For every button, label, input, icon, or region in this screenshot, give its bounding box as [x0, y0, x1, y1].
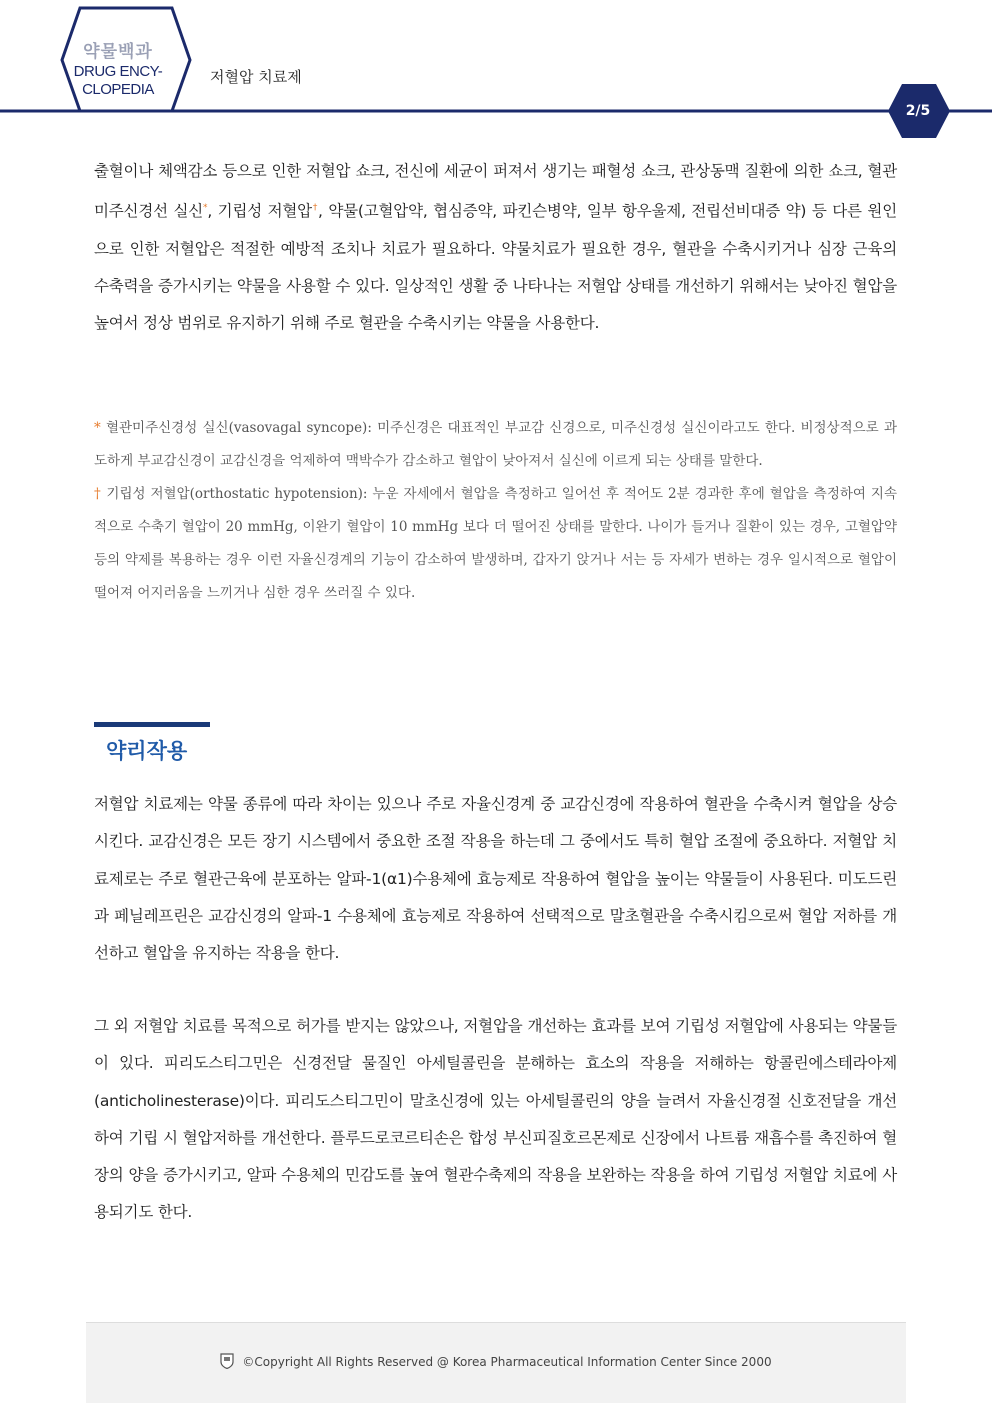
- footnote-orthostatic-text: 기립성 저혈압(orthostatic hypotension): 누운 자세에서 혈압을 측정하고 일어선 후 적어도 2분 경과한 후에 혈압을 측정하여 지속적으로 수축기 혈압이 20 mmHg, 이완기 혈압이 10 mmHg 보다 더 떨어진 상태를 말한다. 나이가 들거나 질환이 있는 경우, 고혈압약 등의 약제를 복용하는 경우 이런 자율신경계의 기능이 감소하여 발생하며, 갑자기 앉거나 서는 등 자세가 변하는 경우 일시적으로 혈압이 떨어져 어지러움을 느끼거나 심한 경우 쓰러질 수 있다.: [94, 486, 898, 601]
- intro-text-a: 출혈이나 체액감소 등으로 인한 저혈압 쇼크, 전신에 세균이 퍼져서 생기는 패혈성 쇼크, 관상동맥 질환에 의한 쇼크, 혈관미주신경선 실신: [94, 162, 897, 221]
- logo-english-line1: DRUG ENCY-: [73, 63, 163, 80]
- pharmacology-section: [94, 786, 897, 972]
- footnote-vasovagal-text: 혈관미주신경성 실신(vasovagal syncope): 미주신경은 대표적인 부교감 신경으로, 미주신경성 실신이라고도 한다. 비정상적으로 과도하게 부교감신경이 교감신경을 억제하여 맥박수가 감소하고 혈압이 낮아져서 실신에 이르게 되는 상태를 말한다.: [94, 420, 897, 469]
- pharmacology-section-2: [94, 1008, 897, 1232]
- footer-content: [86, 1353, 906, 1372]
- intro-section: [94, 153, 897, 343]
- section-title-bar: [94, 722, 210, 727]
- footnote-orthostatic: [94, 478, 897, 610]
- document-title: 저혈압 치료제: [210, 68, 302, 86]
- intro-text-b: , 기립성 저혈압: [207, 202, 312, 221]
- footnote-vasovagal: [94, 412, 897, 478]
- pharmacology-paragraph-2: 그 외 저혈압 치료를 목적으로 허가를 받지는 않았으나, 저혈압을 개선하는 효과를 보여 기립성 저혈압에 사용되는 약물들이 있다. 피리도스티그민은 신경전달 물질인 아세틸콜린을 분해하는 효소의 작용을 저해하는 항콜린에스테라아제(anticholinesterase)이다. 피리도스티그민이 말초신경에 있는 아세틸콜린의 양을 늘려서 자율신경절 신호전달을 개선하여 기립 시 혈압저하를 개선한다. 플루드로코르티손은 합성 부신피질호르몬제로 신장에서 나트륨 재흡수를 촉진하여 혈장의 양을 증가시키고, 알파 수용체의 민감도를 높여 혈관수축제의 작용을 보완하는 작용을 하여 기립성 저혈압 치료에 사용되기도 한다.: [94, 1017, 897, 1222]
- section-title: 약리작용: [106, 739, 188, 763]
- page-header: [0, 0, 992, 140]
- page-footer: [86, 1322, 906, 1403]
- footnote-asterisk-mark: *: [94, 420, 101, 436]
- page-number: 2/5: [905, 103, 931, 119]
- logo-english-line2: CLOPEDIA: [82, 81, 154, 98]
- logo-korean: 약물백과: [83, 42, 153, 62]
- footnote-ref-asterisk[interactable]: *: [203, 203, 208, 214]
- pharmacology-paragraph-1: 저혈압 치료제는 약물 종류에 따라 차이는 있으나 주로 자율신경계 중 교감신경에 작용하여 혈관을 수축시켜 혈압을 상승시킨다. 교감신경은 모든 장기 시스템에서 중요한 조절 작용을 하는데 그 중에서도 특히 혈압 조절에 중요하다. 저혈압 치료제로는 주로 혈관근육에 분포하는 알파-1(α1)수용체에 효능제로 작용하여 혈압을 높이는 약물들이 사용된다. 미도드린과 페닐레프린은 교감신경의 알파-1 수용체에 효능제로 작용하여 선택적으로 말초혈관을 수축시킴으로써 혈압 저하를 개선하고 혈압을 유지하는 작용을 한다.: [94, 795, 897, 963]
- footnote-dagger-mark: †: [94, 486, 102, 502]
- intro-paragraph: [94, 153, 897, 343]
- logo: [64, 44, 172, 97]
- intro-text-c: , 약물(고혈압약, 협심증약, 파킨슨병약, 일부 항우울제, 전립선비대증 약) 등 다른 원인으로 인한 저혈압은 적절한 예방적 조치나 치료가 필요하다. 약물치료가 필요한 경우, 혈관을 수축시키거나 심장 근육의 수축력을 증가시키는 약물을 사용할 수 있다. 일상적인 생활 중 나타나는 저혈압 상태를 개선하기 위해서는 낮아진 혈압을 높여서 정상 범위로 유지하기 위해 주로 혈관을 수축시키는 약물을 사용한다.: [94, 202, 897, 333]
- copyright-text: ©Copyright All Rights Reserved @ Korea Pharmaceutical Information Center Since 2000: [242, 1355, 772, 1369]
- footnotes: [94, 412, 897, 610]
- footnote-ref-dagger[interactable]: †: [311, 203, 319, 214]
- shield-icon: [220, 1353, 234, 1372]
